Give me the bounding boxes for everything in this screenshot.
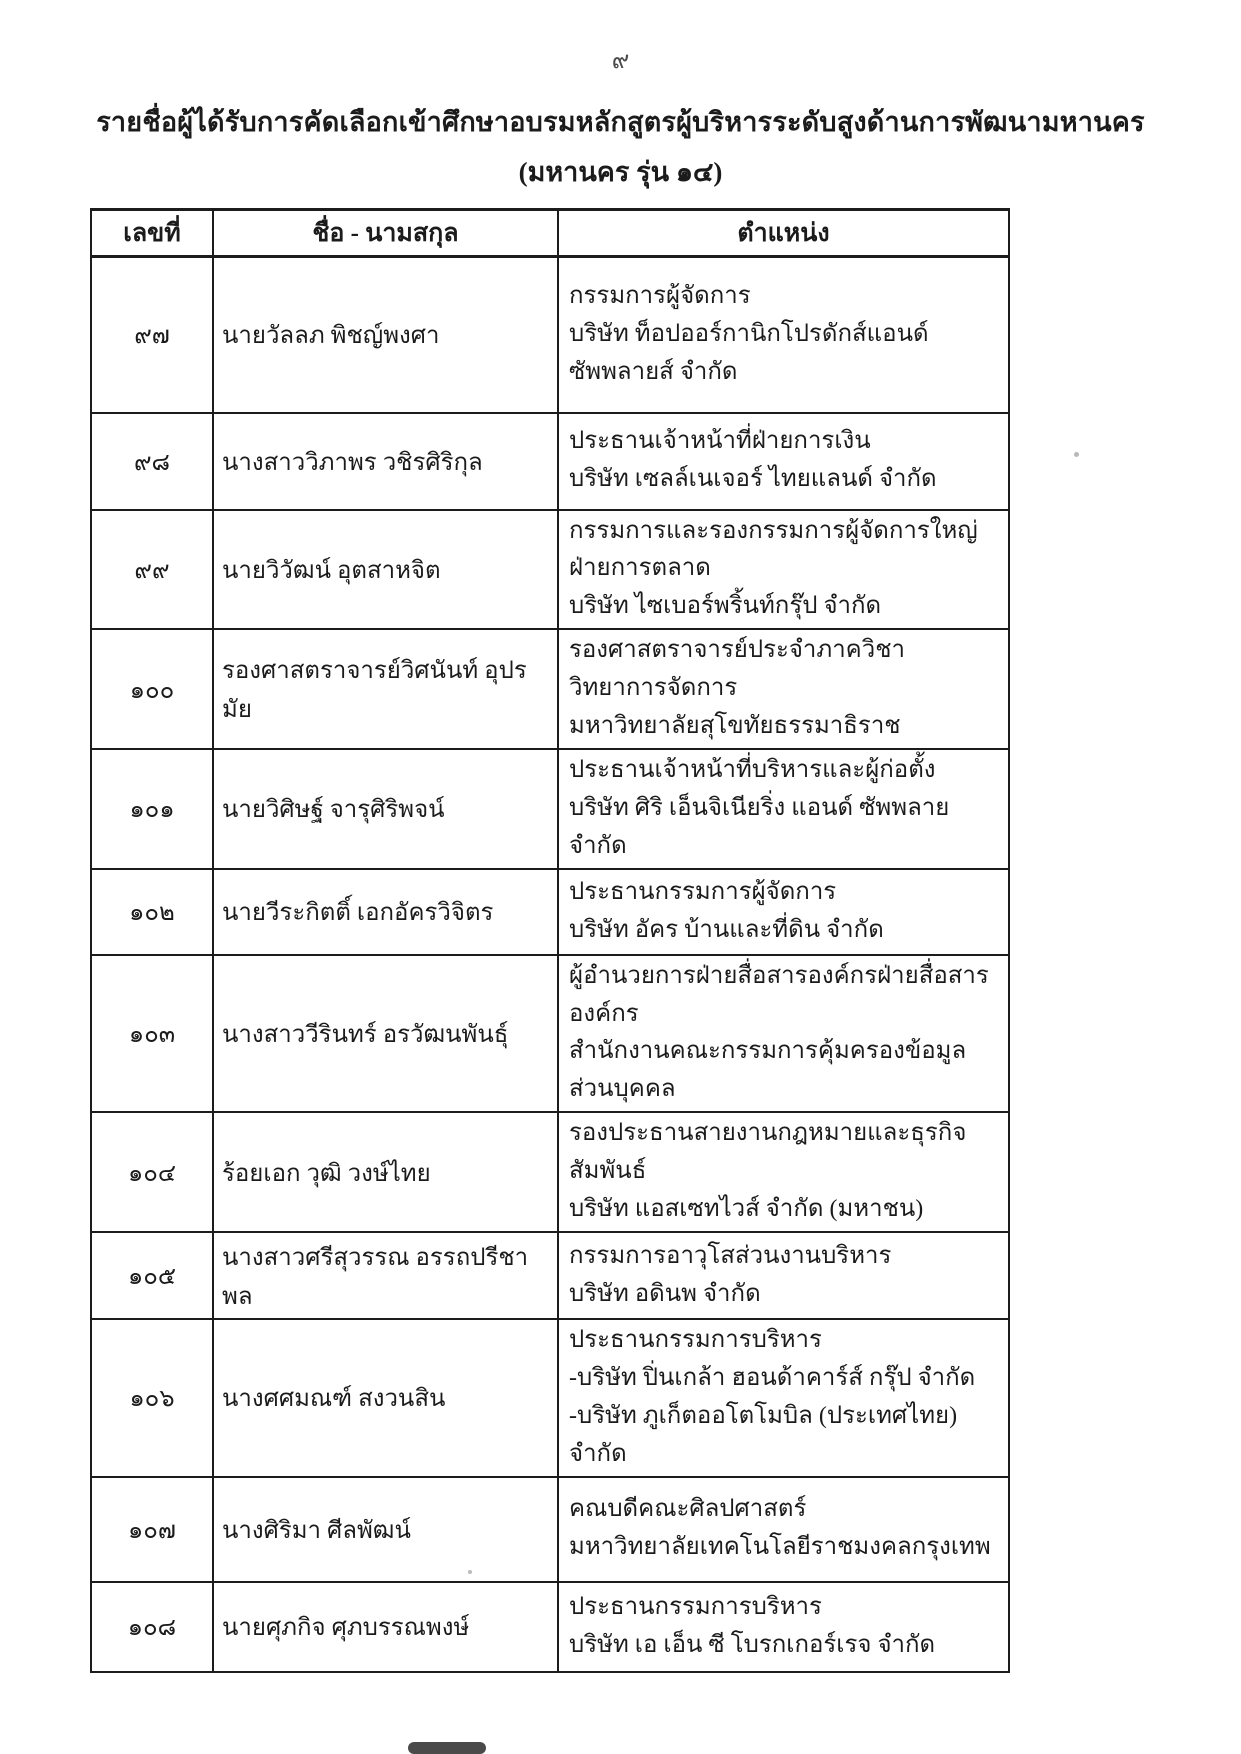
position-line: ประธานกรรมการบริหาร <box>569 1327 822 1353</box>
row-number-cell: ๙๘ <box>91 413 213 510</box>
table-row <box>91 749 1009 869</box>
person-name-cell: นายวิศิษฐ์ จารุศิริพจน์ <box>213 749 558 869</box>
position-cell <box>558 257 1009 413</box>
person-name-cell: นางสาวศรีสุวรรณ อรรถปรีชาพล <box>213 1232 558 1319</box>
table-row <box>91 1477 1009 1582</box>
person-name-cell: นายวัลลภ พิชญ์พงศา <box>213 257 558 413</box>
header-name: ชื่อ - นามสกุล <box>213 210 558 257</box>
position-line: ประธานเจ้าหน้าที่ฝ่ายการเงิน <box>569 428 871 455</box>
table-row <box>91 510 1009 630</box>
header-row <box>91 210 1009 257</box>
person-name-cell: นางสาววิภาพร วชิรศิริกุล <box>213 413 558 510</box>
position-line: บริษัท แอสเซทไวส์ จำกัด (มหาชน) <box>569 1196 924 1223</box>
position-line: ประธานกรรมการบริหาร <box>569 1593 822 1620</box>
position-cell <box>558 510 1009 630</box>
position-line: กรรมการผู้จัดการ <box>569 282 751 309</box>
position-cell <box>558 1582 1009 1672</box>
position-cell <box>558 749 1009 869</box>
scan-artifact-smudge <box>408 1742 486 1754</box>
position-line: ผู้อำนวยการฝ่ายสื่อสารองค์กรฝ่ายสื่อสารองค์กร <box>569 962 989 1027</box>
position-line: สำนักงานคณะกรรมการคุ้มครองข้อมูลส่วนบุคคล <box>569 1038 967 1103</box>
position-line: บริษัท ศิริ เอ็นจิเนียริ่ง แอนด์ ซัพพลาย จำกัด <box>569 794 950 859</box>
position-line: บริษัท อดินพ จำกัด <box>569 1280 761 1307</box>
table-row <box>91 1112 1009 1232</box>
person-name-cell: นายวีระกิตติ์ เอกอัครวิจิตร <box>213 869 558 955</box>
row-number-cell: ๑๐๓ <box>91 955 213 1113</box>
row-number-cell: ๑๐๒ <box>91 869 213 955</box>
header-position: ตำแหน่ง <box>558 210 1009 257</box>
position-cell <box>558 955 1009 1113</box>
header-number: เลขที่ <box>91 210 213 257</box>
position-cell <box>558 1232 1009 1319</box>
table-row <box>91 629 1009 749</box>
position-line: มหาวิทยาลัยสุโขทัยธรรมาธิราช <box>569 713 901 740</box>
position-line: บริษัท เอ เอ็น ซี โบรกเกอร์เรจ จำกัด <box>569 1631 936 1658</box>
position-cell <box>558 1477 1009 1582</box>
position-line: บริษัท อัคร บ้านและที่ดิน จำกัด <box>569 916 884 943</box>
scan-artifact-dot <box>1074 452 1079 457</box>
row-number-cell: ๑๐๔ <box>91 1112 213 1232</box>
position-cell <box>558 629 1009 749</box>
document-title: รายชื่อผู้ได้รับการคัดเลือกเข้าศึกษาอบรมหลักสูตรผู้บริหารระดับสูงด้านการพัฒนามหานคร <box>96 107 1145 137</box>
position-line: -บริษัท ปิ่นเกล้า ฮอนด้าคาร์ส์ กรุ๊ป จำกัด <box>569 1364 976 1391</box>
position-line: รองศาสตราจารย์ประจำภาควิชาวิทยาการจัดการ <box>569 637 905 702</box>
row-number-cell: ๙๗ <box>91 257 213 413</box>
position-line: รองประธานสายงานกฎหมายและธุรกิจสัมพันธ์ <box>569 1120 967 1185</box>
roster-table-body <box>91 257 1009 1672</box>
position-cell <box>558 869 1009 955</box>
position-line: บริษัท ท็อปออร์กานิกโปรดักส์แอนด์ซัพพลายส์ จำกัด <box>569 320 929 385</box>
table-row <box>91 413 1009 510</box>
position-cell <box>558 1112 1009 1232</box>
position-line: -บริษัท ภูเก็ตออโตโมบิล (ประเทศไทย) จำกัด <box>569 1402 958 1467</box>
row-number-cell: ๑๐๕ <box>91 1232 213 1319</box>
position-line: มหาวิทยาลัยเทคโนโลยีราชมงคลกรุงเทพ <box>569 1534 991 1561</box>
position-line: คณบดีคณะศิลปศาสตร์ <box>569 1496 807 1523</box>
row-number-cell: ๑๐๐ <box>91 629 213 749</box>
row-number-cell: ๑๐๖ <box>91 1319 213 1477</box>
position-cell <box>558 1319 1009 1477</box>
person-name-cell: นางศศมณฑ์ สงวนสิน <box>213 1319 558 1477</box>
position-line: ประธานกรรมการผู้จัดการ <box>569 878 837 905</box>
row-number-cell: ๑๐๗ <box>91 1477 213 1582</box>
position-cell <box>558 413 1009 510</box>
position-line: บริษัท เซลล์เนเจอร์ ไทยแลนด์ จำกัด <box>569 466 937 492</box>
table-row <box>91 1582 1009 1672</box>
table-row <box>91 1319 1009 1477</box>
person-name-cell: นายวิวัฒน์ อุตสาหจิต <box>213 510 558 630</box>
position-line: บริษัท ไซเบอร์พริ้นท์กรุ๊ป จำกัด <box>569 593 882 620</box>
person-name-cell: นางศิริมา ศีลพัฒน์ <box>213 1477 558 1582</box>
position-line: กรรมการและรองกรรมการผู้จัดการใหญ่ ฝ่ายการตลาด <box>569 517 978 582</box>
position-line: ประธานเจ้าหน้าที่บริหารและผู้ก่อตั้ง <box>569 756 936 783</box>
person-name-cell: รองศาสตราจารย์วิศนันท์ อุปรมัย <box>213 629 558 749</box>
row-number-cell: ๙๙ <box>91 510 213 630</box>
person-name-cell: ร้อยเอก วุฒิ วงษ์ไทย <box>213 1112 558 1232</box>
row-number-cell: ๑๐๑ <box>91 749 213 869</box>
roster-table <box>90 208 1010 1673</box>
table-row <box>91 869 1009 955</box>
person-name-cell: นายศุภกิจ ศุภบรรณพงษ์ <box>213 1582 558 1672</box>
scan-artifact-dot <box>468 1570 472 1574</box>
page-number: ๙ <box>611 48 630 74</box>
table-row <box>91 955 1009 1113</box>
person-name-cell: นางสาววีรินทร์ อรวัฒนพันธุ์ <box>213 955 558 1113</box>
position-line: กรรมการอาวุโสส่วนงานบริหาร <box>569 1242 892 1269</box>
row-number-cell: ๑๐๘ <box>91 1582 213 1672</box>
table-row <box>91 257 1009 413</box>
document-subtitle: (มหานคร รุ่น ๑๔) <box>518 157 723 187</box>
table-row <box>91 1232 1009 1319</box>
